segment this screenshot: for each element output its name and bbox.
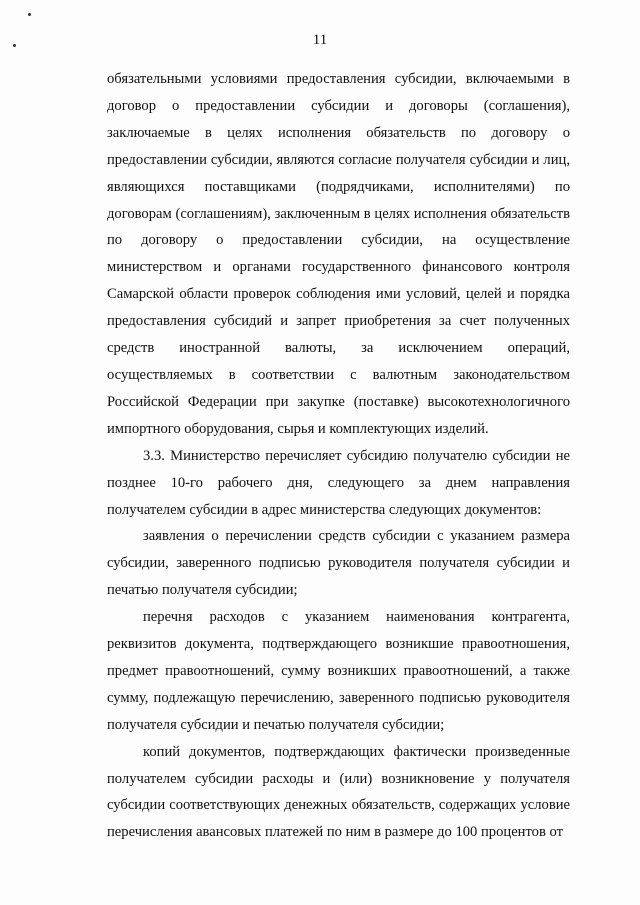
- paragraph-3-3: 3.3. Министерство перечисляет субсидию получателю субсидии не позднее 10-го рабочего дня, следующего за днем направления получателем субсидии в адрес министерства следующих документов:: [107, 447, 570, 518]
- scan-speck: [28, 13, 31, 16]
- paragraph-expense-list: перечня расходов с указанием наименования контрагента, реквизитов документа, подтверждающего возникшие правоотношения, предмет правоотношений, сумму возникших правоотношений, а также сумму, подлежащую перечислению, заверенного подписью руководителя получателя субсидии и печатью получателя субсидии;: [107, 609, 570, 733]
- document-body: [107, 66, 570, 846]
- page-number: 11: [312, 32, 328, 48]
- paragraph-conditions-continued: обязательными условиями предоставления субсидии, включаемыми в договор о предоставлении субсидии и договоры (соглашения), заключаемые в целях исполнения обязательств по договору о предоставлении субсидии, являются согласие получателя субсидии и лиц, являющихся поставщиками (подрядчиками, исполнителями) по договорам (соглашениям), заключенным в целях исполнения обязательств по договору о предоставлении субсидии, на осуществление министерством и органами государственного финансового контроля Самарской области проверок соблюдения ими условий, целей и порядка предоставления субсидий и запрет приобретения за счет полученных средств иностранной валюты, за исключением операций, осуществляемых в соответствии с валютным законодательством Российской Федерации при закупке (поставке) высокотехнологичного импортного оборудования, сырья и комплектующих изделий.: [107, 71, 570, 437]
- paragraph-application: заявления о перечислении средств субсидии с указанием размера субсидии, заверенного подписью руководителя получателя субсидии и печатью получателя субсидии;: [107, 528, 570, 599]
- paragraph-document-copies: копий документов, подтверждающих фактически произведенные получателем субсидии расходы и (или) возникновение у получателя субсидии соответствующих денежных обязательств, содержащих условие перечисления авансовых платежей по ним в размере до 100 процентов от: [107, 743, 570, 841]
